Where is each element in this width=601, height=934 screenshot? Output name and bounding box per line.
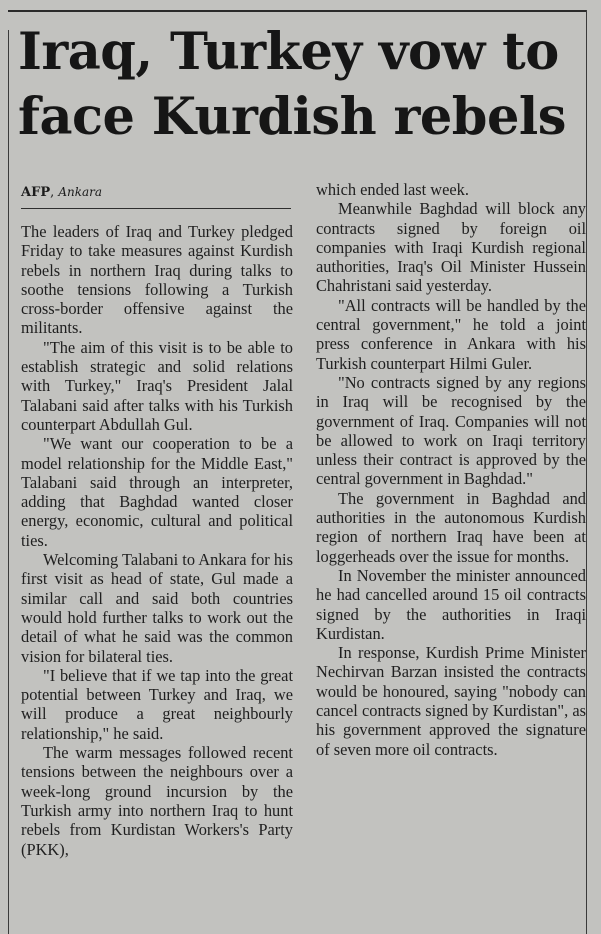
paragraph: "No contracts signed by any regions in Iraq will be recognised by the government of Iraq. Companies will not be allowed to work on Iraqi territory unless their contract is approved by the central government in Baghdad." (316, 372, 586, 489)
byline-separator: , (50, 185, 59, 200)
paragraph: Welcoming Talabani to Ankara for his first visit as head of state, Gul made a similar call and said both countries would hold further talks to work out the detail of what he said was the common vision for bilateral ties. (21, 550, 293, 666)
paragraph: The warm messages followed recent tensions between the neighbours over a week-long ground incursion by the Turkish army into northern Iraq to hunt rebels from Kurdistan Workers's Party (PKK), (21, 743, 293, 859)
article-column-right (316, 180, 586, 759)
paragraph: "I believe that if we tap into the great potential between Turkey and Iraq, we will produce a great neighbourly relationship," he said. (21, 665, 293, 743)
byline-rule (21, 208, 291, 209)
left-border-rule (8, 30, 9, 934)
paragraph: The leaders of Iraq and Turkey pledged Friday to take measures against Kurdish rebels in northern Iraq during talks to soothe tensions following a Turkish cross-border offensive against the militants. (21, 222, 293, 338)
byline-source: AFP (21, 185, 51, 200)
article-column-left (21, 222, 293, 859)
paragraph: which ended last week. (316, 180, 469, 199)
paragraph: "All contracts will be handled by the central government," he told a joint press conference in Ankara with his Turkish counterpart Hilmi Guler. (316, 295, 586, 373)
headline (18, 20, 593, 150)
paragraph: "We want our cooperation to be a model relationship for the Middle East," Talabani said through an interpreter, adding that Baghdad wanted closer energy, economic, cultural and political ties. (21, 434, 293, 550)
byline (21, 184, 291, 201)
byline-dateline: Ankara (58, 185, 103, 199)
paragraph: In November the minister announced he had cancelled around 15 oil contracts signed by the authorities in Iraqi Kurdistan. (316, 565, 586, 643)
headline-line-1: Iraq, Turkey vow to (18, 22, 559, 82)
headline-line-2: face Kurdish rebels (18, 87, 566, 147)
paragraph: In response, Kurdish Prime Minister Nechirvan Barzan insisted the contracts would be honoured, saying "nobody can cancel contracts signed by Kurdistan", as his government approved the signature of seven more oil contracts. (316, 643, 586, 759)
paragraph: The government in Baghdad and authorities in the autonomous Kurdish region of northern Iraq have been at loggerheads over the issue for months. (316, 488, 586, 566)
paragraph: Meanwhile Baghdad will block any contracts signed by foreign oil companies with Iraqi Kurdish regional authorities, Iraq's Oil Minister Hussein Chahristani said yesterday. (316, 199, 586, 296)
paragraph: "The aim of this visit is to be able to establish strategic and solid relations with Turkey," Iraq's President Jalal Talabani said after talks with his Turkish counterpart Abdullah Gul. (21, 337, 293, 434)
top-border-rule (8, 10, 587, 12)
